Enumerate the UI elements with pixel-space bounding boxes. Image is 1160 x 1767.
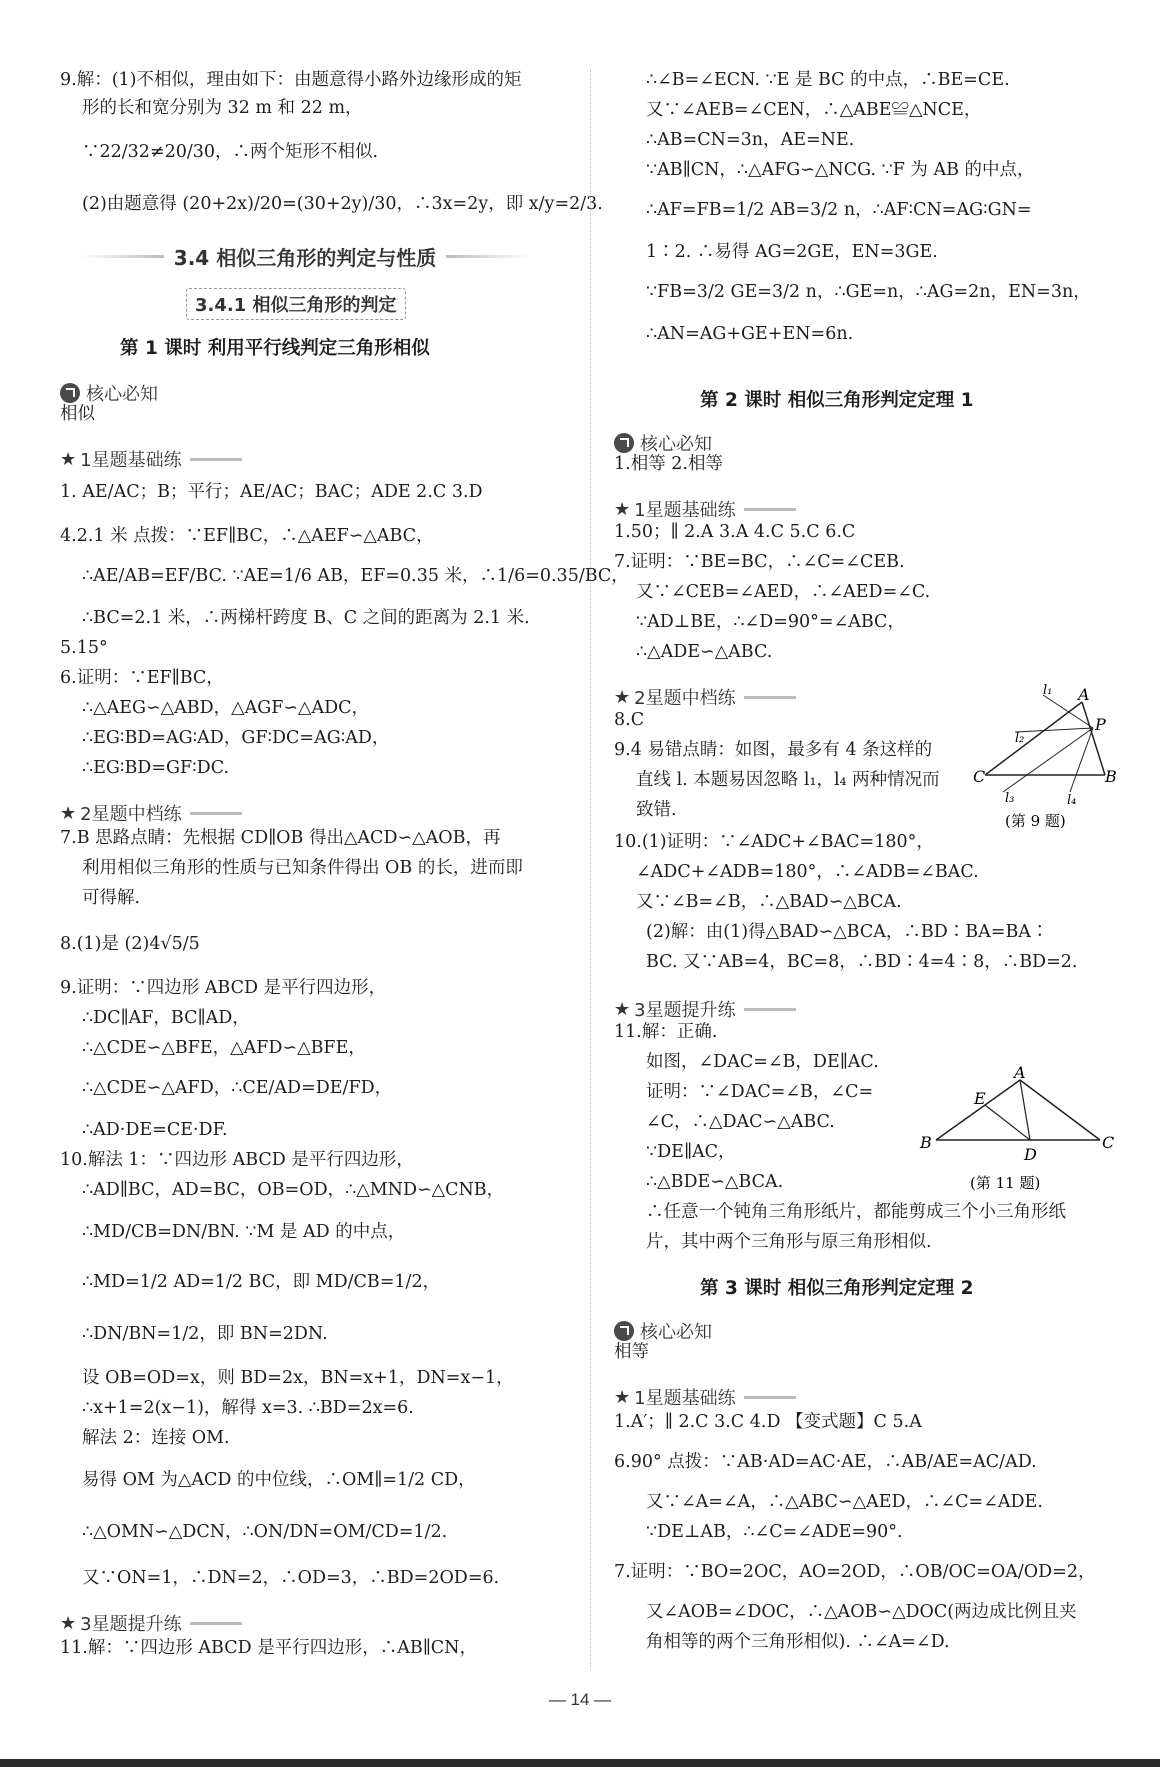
head-bar <box>744 1396 796 1399</box>
core-head-3 <box>614 1318 712 1344</box>
star2-head-l <box>60 800 242 826</box>
fig9-label-a: A <box>1078 685 1090 704</box>
right-line: 1.相等 2.相等 <box>614 454 723 474</box>
left-line: ∴x+1=2(x−1)，解得 x=3. ∴BD=2x=6. <box>82 1398 414 1418</box>
right-line: 又∵∠A=∠A，∴△ABC∽△AED，∴∠C=∠ADE. <box>646 1492 1043 1512</box>
line-ed <box>985 1105 1030 1140</box>
title-rule-left <box>80 255 164 258</box>
left-line: ∴△AEG∽△ABD，△AGF∽△ADC， <box>82 698 370 718</box>
star3-head-l <box>60 1610 242 1636</box>
star-label: 1星题基础练 <box>634 1388 736 1409</box>
right-line: ∵AB∥CN，∴△AFG∽△NCG. ∵F 为 AB 的中点， <box>646 160 1035 180</box>
right-line: ∵AD⊥BE，∴∠D=90°=∠ABC， <box>636 612 905 632</box>
core-head-1 <box>60 380 158 406</box>
right-line: 又∵∠CEB=∠AED，∴∠AED=∠C. <box>636 582 931 602</box>
line-ac <box>1020 1080 1100 1140</box>
left-line: ∴△OMN∽△DCN，∴ON/DN=OM/CD=1/2. <box>82 1522 448 1542</box>
title-rule-right <box>446 255 530 258</box>
right-line: BC. 又∵AB=4，BC=8，∴BD∶4=4∶8，∴BD=2. <box>646 952 1078 972</box>
right-line: ∵DE∥AC， <box>646 1142 736 1162</box>
head-bar <box>744 508 796 511</box>
left-line: ∴MD/CB=DN/BN. ∵M 是 AD 的中点， <box>82 1222 406 1242</box>
core-head-2 <box>614 430 712 456</box>
right-line: 10.(1)证明：∵∠ADC+∠BAC=180°， <box>614 832 934 852</box>
right-line: ∴AF=FB=1/2 AB=3/2 n，∴AF∶CN=AG∶GN= <box>646 200 1032 220</box>
left-line: (2)由题意得 (20+2x)/20=(30+2y)/30，∴3x=2y，即 x/y=2/3. <box>82 194 603 214</box>
fig11-caption: (第 11 题) <box>970 1174 1041 1192</box>
core-head-label: 核心必知 <box>640 1322 712 1343</box>
right-line: (2)解：由(1)得△BAD∽△BCA，∴BD∶BA=BA∶ <box>646 922 1049 942</box>
right-line: 7.证明：∵BE=BC，∴∠C=∠CEB. <box>614 552 905 572</box>
fig9-label-l1: l₁ <box>1043 683 1053 698</box>
fig9-label-l2: l₂ <box>1015 731 1025 746</box>
lesson-1-title: 第 1 课时 利用平行线判定三角形相似 <box>120 338 430 359</box>
fig9-label-l4: l₄ <box>1067 793 1077 808</box>
right-line: 6.90° 点拨：∵AB·AD=AC·AE，∴AB/AE=AC/AD. <box>614 1452 1037 1472</box>
left-line: ∵22/32≠20/30，∴两个矩形不相似. <box>82 142 379 162</box>
star1-head-r <box>614 496 796 522</box>
lesson-2-title: 第 2 课时 相似三角形判定定理 1 <box>700 390 974 411</box>
left-line: 相似 <box>60 404 95 424</box>
right-line: ∴AB=CN=3n，AE=NE. <box>646 130 855 150</box>
fig9-label-p: P <box>1095 715 1106 734</box>
fig9-label-b: B <box>1105 767 1117 786</box>
right-line: 7.证明：∵BO=2OC，AO=2OD，∴OB/OC=OA/OD=2， <box>614 1562 1096 1582</box>
left-line: 形的长和宽分别为 32 m 和 22 m， <box>82 98 363 118</box>
section-title <box>80 242 530 271</box>
star2-head-r <box>614 684 796 710</box>
left-line: 5.15° <box>60 638 108 658</box>
left-line: 可得解. <box>82 888 141 908</box>
right-line: ∴∠B=∠ECN. ∵E 是 BC 的中点，∴BE=CE. <box>646 70 1010 90</box>
right-line: 1∶2. ∴易得 AG=2GE，EN=3GE. <box>646 242 938 262</box>
lesson-3-title: 第 3 课时 相似三角形判定定理 2 <box>700 1278 974 1299</box>
fig11-label-c: C <box>1102 1133 1115 1152</box>
right-line: ∴AN=AG+GE+EN=6n. <box>646 324 854 344</box>
star-label: 2星题中档练 <box>634 688 736 709</box>
star-icon: ★ <box>614 686 631 708</box>
right-line: 致错. <box>636 800 677 820</box>
right-line: ∴△BDE∽△BCA. <box>646 1172 784 1192</box>
left-line: 又∵ON=1，∴DN=2，∴OD=3，∴BD=2OD=6. <box>82 1568 500 1588</box>
star-label: 1星题基础练 <box>634 500 736 521</box>
star-icon: ★ <box>60 448 77 470</box>
head-bar <box>744 696 796 699</box>
head-bar <box>190 458 242 461</box>
head-bar <box>744 1008 796 1011</box>
left-line: 利用相似三角形的性质与已知条件得出 OB 的长，进而即 <box>82 858 523 878</box>
left-line: 4.2.1 米 点拨：∵EF∥BC，∴△AEF∽△ABC， <box>60 526 434 546</box>
star-icon: ★ <box>614 498 631 520</box>
star1-head-r2 <box>614 1384 796 1410</box>
left-line: 1. AE/AC；B；平行；AE/AC；BAC；ADE 2.C 3.D <box>60 482 483 502</box>
line-ca <box>985 702 1082 775</box>
subsection-title: 3.4.1 相似三角形的判定 <box>186 288 406 320</box>
star1-head-l <box>60 446 242 472</box>
star-label: 3星题提升练 <box>634 1000 736 1021</box>
right-line: 9.4 易错点睛：如图，最多有 4 条这样的 <box>614 740 933 760</box>
right-line: 8.C <box>614 710 645 730</box>
star-icon: ★ <box>614 998 631 1020</box>
left-line: ∴EG∶BD=AG∶AD，GF∶DC=AG∶AD， <box>82 728 390 748</box>
left-line: 9.证明：∵四边形 ABCD 是平行四边形， <box>60 978 387 998</box>
right-line: 又∠AOB=∠DOC，∴△AOB∽△DOC(两边成比例且夹 <box>646 1602 1077 1622</box>
bottom-bar <box>0 1759 1160 1767</box>
left-line: 6.证明：∵EF∥BC， <box>60 668 224 688</box>
fig11-label-a: A <box>1014 1063 1026 1082</box>
left-line: 8.(1)是 (2)4√5/5 <box>60 934 200 954</box>
core-head-label: 核心必知 <box>86 384 158 405</box>
core-head-label: 核心必知 <box>640 434 712 455</box>
left-line: 解法 2：连接 OM. <box>82 1428 230 1448</box>
left-line: 7.B 思路点睛：先根据 CD∥OB 得出△ACD∽△AOB，再 <box>60 828 501 848</box>
left-line: ∴DC∥AF，BC∥AD， <box>82 1008 250 1028</box>
star-icon: ★ <box>60 802 77 824</box>
star-icon: ★ <box>614 1386 631 1408</box>
left-line: ∴DN/BN=1/2，即 BN=2DN. <box>82 1324 328 1344</box>
column-divider <box>590 70 591 1670</box>
left-line: ∴AD∥BC，AD=BC，OB=OD，∴△MND∽△CNB， <box>82 1180 505 1200</box>
fig9-label-c: C <box>973 767 986 786</box>
left-line: ∴MD=1/2 AD=1/2 BC，即 MD/CB=1/2， <box>82 1272 441 1292</box>
fig11-label-e: E <box>974 1089 986 1108</box>
right-line: 如图，∠DAC=∠B，DE∥AC. <box>646 1052 879 1072</box>
right-line: ∴任意一个钝角三角形纸片，都能剪成三个小三角形纸 <box>646 1202 1066 1222</box>
right-line: 又∵∠AEB=∠CEN，∴△ABE≌△NCE， <box>646 100 982 120</box>
right-line: ∠ADC+∠ADB=180°，∴∠ADB=∠BAC. <box>636 862 979 882</box>
fig11-label-d: D <box>1024 1145 1037 1164</box>
head-bar <box>190 1622 242 1625</box>
line-l4 <box>1070 728 1093 792</box>
right-line: ∴△ADE∽△ABC. <box>636 642 773 662</box>
fig9-label-l3: l₃ <box>1005 791 1015 806</box>
left-line: ∴△CDE∽△BFE，△AFD∽△BFE， <box>82 1038 366 1058</box>
right-line: 1.50；∥ 2.A 3.A 4.C 5.C 6.C <box>614 522 856 542</box>
right-line: 1.A′；∥ 2.C 3.C 4.D 【变式题】C 5.A <box>614 1412 922 1432</box>
arrow-circle-icon <box>60 383 80 403</box>
right-line: 又∵∠B=∠B，∴△BAD∽△BCA. <box>636 892 902 912</box>
left-line: ∴AE/AB=EF/BC. ∵AE=1/6 AB，EF=0.35 米，∴1/6=0.35/BC， <box>82 566 629 586</box>
fig11-label-b: B <box>920 1133 932 1152</box>
right-line: 片，其中两个三角形与原三角形相似. <box>646 1232 932 1252</box>
figure-9 <box>973 683 1125 840</box>
left-line: 11.解：∵四边形 ABCD 是平行四边形，∴AB∥CN， <box>60 1638 477 1658</box>
section-title-text: 3.4 相似三角形的判定与性质 <box>173 246 437 270</box>
star-label: 1星题基础练 <box>80 450 182 471</box>
right-line: 角相等的两个三角形相似). ∴∠A=∠D. <box>646 1632 950 1652</box>
star-icon: ★ <box>60 1612 77 1634</box>
right-line: 相等 <box>614 1342 649 1362</box>
left-line: ∴△CDE∽△AFD，∴CE/AD=DE/FD， <box>82 1078 393 1098</box>
line-l2 <box>1015 728 1093 732</box>
figure-11 <box>920 1063 1120 1198</box>
right-line: 证明：∵∠DAC=∠B，∠C= <box>646 1082 874 1102</box>
page-number: — 14 — <box>548 1690 612 1709</box>
star3-head-r <box>614 996 796 1022</box>
arrow-circle-icon <box>614 1321 634 1341</box>
left-line: ∴AD·DE=CE·DF. <box>82 1120 228 1140</box>
left-line: ∴EG∶BD=GF∶DC. <box>82 758 230 778</box>
line-ab <box>1082 702 1105 775</box>
right-line: ∵FB=3/2 GE=3/2 n，∴GE=n，∴AG=2n，EN=3n， <box>646 282 1091 302</box>
right-line: 直线 l. 本题易因忽略 l₁，l₄ 两种情况而 <box>636 770 940 790</box>
left-line: ∴BC=2.1 米，∴两梯杆跨度 B、C 之间的距离为 2.1 米. <box>82 608 530 628</box>
head-bar <box>190 812 242 815</box>
fig9-caption: (第 9 题) <box>1005 812 1066 830</box>
right-line: ∵DE⊥AB，∴∠C=∠ADE=90°. <box>646 1522 903 1542</box>
left-line: 易得 OM 为△ACD 的中位线，∴OM∥=1/2 CD， <box>82 1470 476 1490</box>
left-line: 设 OB=OD=x，则 BD=2x，BN=x+1，DN=x−1， <box>82 1368 514 1388</box>
left-line: 10.解法 1：∵四边形 ABCD 是平行四边形， <box>60 1150 414 1170</box>
right-line: 11.解：正确. <box>614 1022 718 1042</box>
star-label: 2星题中档练 <box>80 804 182 825</box>
arrow-circle-icon <box>614 433 634 453</box>
left-line: 9.解：(1)不相似，理由如下：由题意得小路外边缘形成的矩 <box>60 70 522 90</box>
line-ad <box>1020 1080 1030 1140</box>
star-label: 3星题提升练 <box>80 1614 182 1635</box>
right-line: ∠C，∴△DAC∽△ABC. <box>646 1112 835 1132</box>
